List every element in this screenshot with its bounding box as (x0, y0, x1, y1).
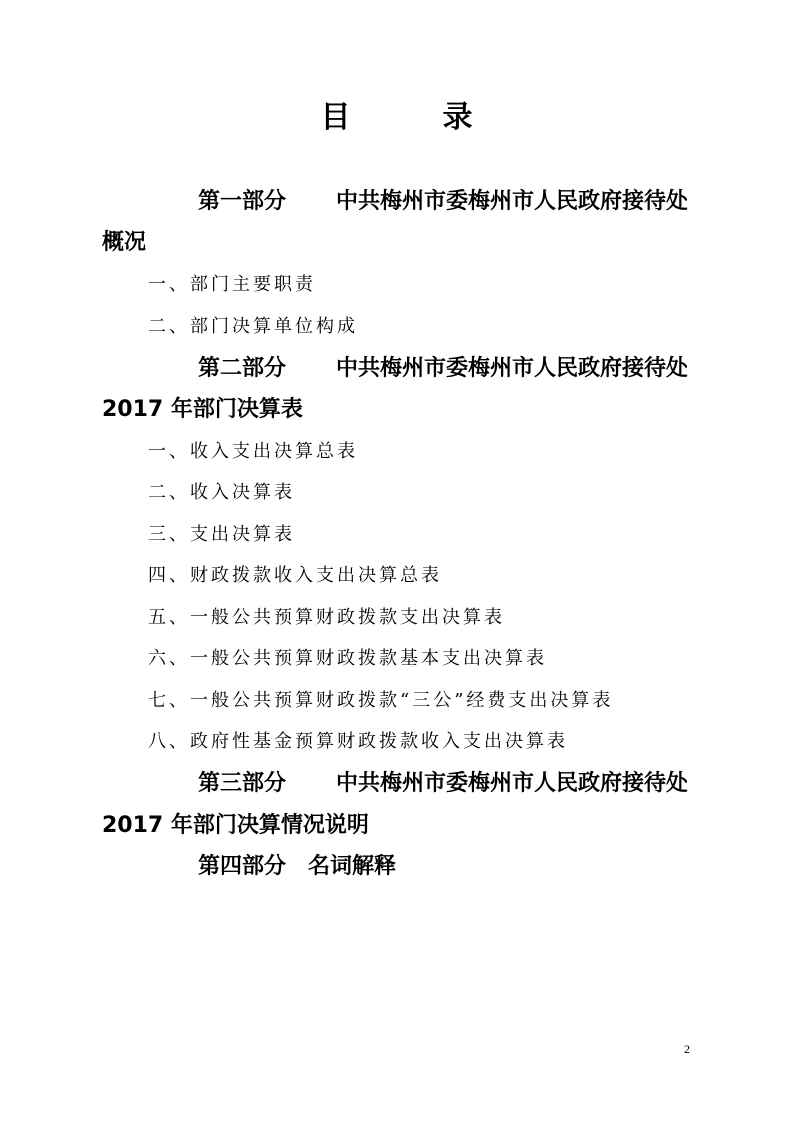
toc-item: 二、收入决算表 (148, 482, 295, 503)
toc-part-2 (102, 348, 692, 389)
part-3-title-line1: 中共梅州市委梅州市人民政府接待处 (336, 771, 689, 796)
toc-item: 一、部门主要职责 (148, 274, 316, 295)
toc-part-1 (102, 181, 692, 222)
toc-item: 五、一般公共预算财政拨款支出决算表 (148, 607, 505, 628)
part-2-number: 第二部分 (198, 356, 287, 381)
title-char-1: 目 (320, 100, 351, 135)
part-2-title-line1: 中共梅州市委梅州市人民政府接待处 (336, 356, 689, 381)
toc-item: 八、政府性基金预算财政拨款收入支出决算表 (148, 731, 568, 752)
part-4-title: 名词解释 (308, 854, 397, 879)
part-3-number: 第三部分 (198, 771, 287, 796)
toc-item: 三、支出决算表 (148, 524, 295, 545)
part-1-title-line1: 中共梅州市委梅州市人民政府接待处 (336, 189, 689, 214)
part-1-number: 第一部分 (198, 189, 287, 214)
part-1-title-line2: 概况 (102, 230, 147, 255)
page-title (0, 98, 793, 138)
part-3-title-line2: 2017 年部门决算情况说明 (102, 813, 369, 838)
page-number: 2 (684, 1042, 690, 1056)
toc-part-3-cont (102, 805, 692, 846)
toc-part-4 (102, 846, 692, 887)
toc-part-1-cont (102, 222, 692, 263)
part-2-title-line2: 2017 年部门决算表 (102, 397, 303, 422)
toc-item: 四、财政拨款收入支出决算总表 (148, 565, 442, 586)
toc-part-3 (102, 763, 692, 804)
toc-part-2-cont (102, 389, 692, 430)
title-char-2: 录 (442, 100, 473, 135)
toc-item: 七、一般公共预算财政拨款“三公”经费支出决算表 (148, 690, 614, 711)
toc-item: 二、部门决算单位构成 (148, 316, 358, 337)
part-4-number: 第四部分 (198, 854, 287, 879)
toc-item: 一、收入支出决算总表 (148, 441, 358, 462)
toc-item: 六、一般公共预算财政拨款基本支出决算表 (148, 648, 547, 669)
